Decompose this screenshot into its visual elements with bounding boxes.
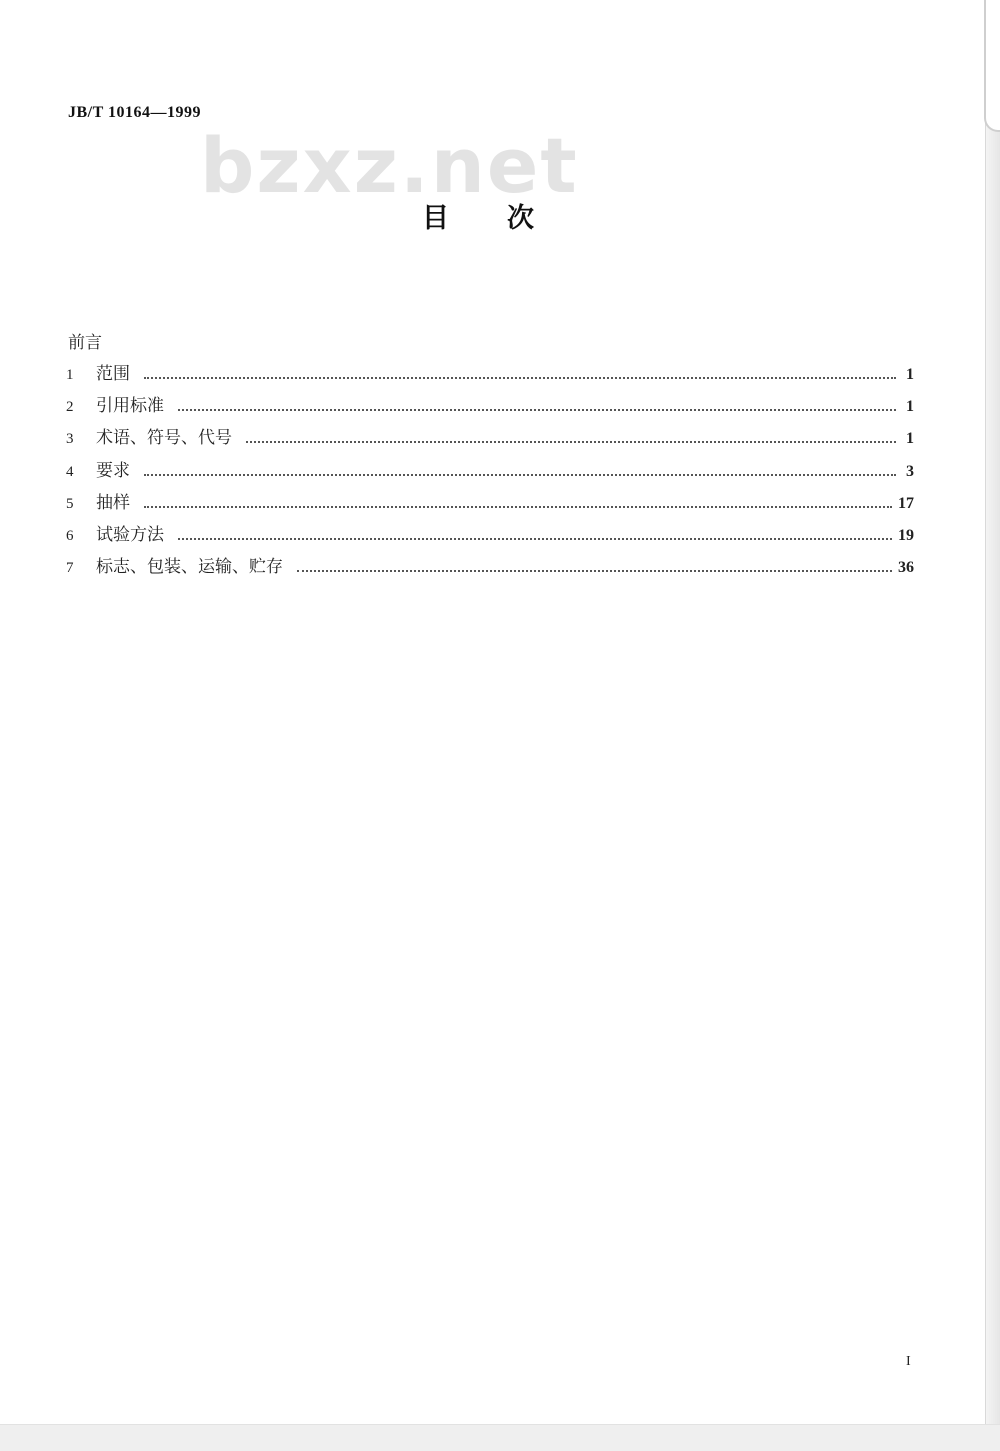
- toc-entry-label: 标志、包装、运输、贮存: [96, 557, 283, 578]
- toc-preface-entry[interactable]: 前言: [68, 333, 102, 353]
- page-number: I: [906, 1354, 911, 1369]
- toc-entry-label: 试验方法: [96, 524, 164, 545]
- toc-list: [66, 359, 914, 584]
- toc-entry-label: 要求: [96, 460, 130, 481]
- toc-entry-number: 4: [66, 463, 74, 480]
- toc-entry-page: 3: [906, 462, 914, 480]
- toc-leader-dots: [144, 474, 896, 476]
- toc-leader-dots: [178, 409, 896, 411]
- watermark: bzxz.net: [200, 121, 579, 210]
- toc-entry-number: 1: [66, 367, 74, 383]
- toc-entry-page: 1: [906, 398, 914, 416]
- toc-title: 目次: [422, 203, 592, 234]
- bottom-strip: [0, 1424, 1000, 1451]
- toc-entry-label: 术语、符号、代号: [96, 428, 232, 449]
- toc-leader-dots: [144, 506, 892, 508]
- toc-entry-label: 引用标准: [96, 396, 164, 417]
- toc-entry-page: 17: [898, 494, 914, 512]
- toc-leader-dots: [178, 538, 892, 540]
- toc-entry-page: 1: [906, 366, 914, 383]
- toc-entry[interactable]: [66, 359, 914, 391]
- toc-entry[interactable]: [66, 423, 914, 455]
- toc-entry-page: 36: [898, 559, 914, 577]
- toc-entry-number: 2: [66, 399, 74, 416]
- toc-entry-label: 范围: [96, 364, 130, 384]
- toc-leader-dots: [297, 570, 892, 572]
- toc-entry-number: 7: [66, 560, 74, 577]
- toc-entry[interactable]: [66, 520, 914, 552]
- toc-entry-number: 5: [66, 495, 74, 512]
- toc-entry[interactable]: [66, 488, 914, 520]
- toc-entry[interactable]: [66, 456, 914, 488]
- toc-leader-dots: [246, 441, 896, 443]
- document-code: JB/T 10164—1999: [68, 104, 201, 121]
- toc-entry[interactable]: [66, 552, 914, 584]
- toc-entry-page: 19: [898, 526, 914, 544]
- toc-entry[interactable]: [66, 391, 914, 423]
- toc-leader-dots: [144, 377, 896, 379]
- scroll-edge[interactable]: [985, 0, 1000, 1425]
- toc-entry-page: 1: [906, 430, 914, 448]
- toc-entry-number: 3: [66, 431, 74, 448]
- toc-entry-label: 抽样: [96, 492, 130, 513]
- toc-entry-number: 6: [66, 527, 74, 544]
